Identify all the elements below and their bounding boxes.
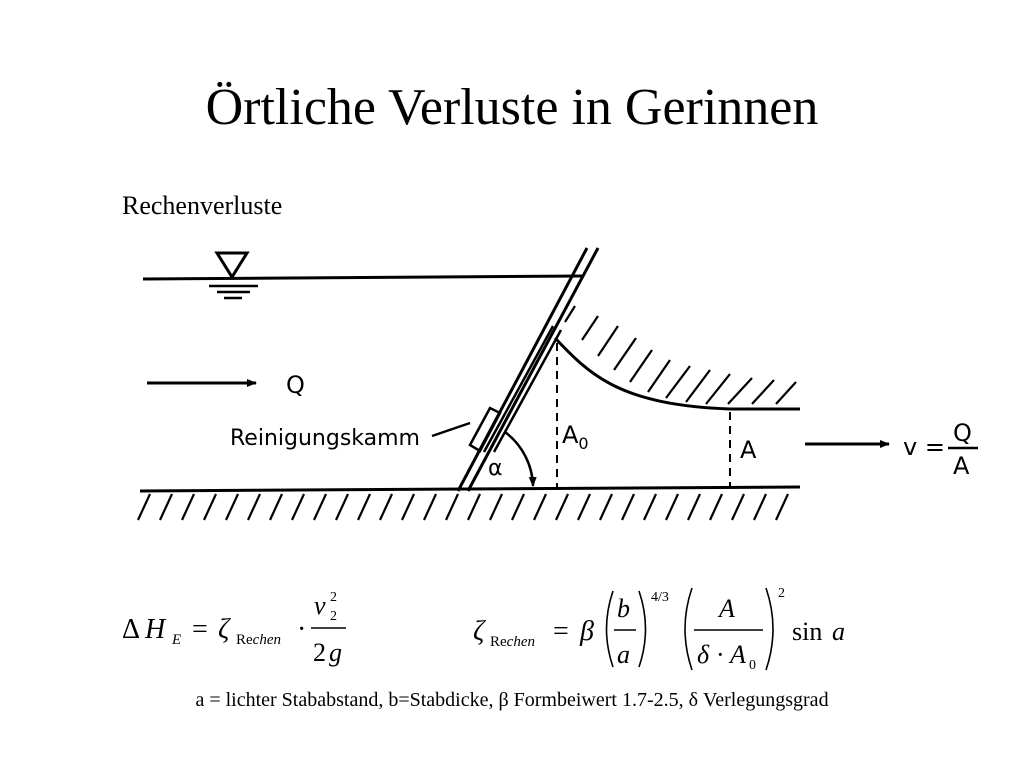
f2-sin-arg: a [832,617,845,646]
label-area0: $A_0$ [562,421,589,453]
f2-frac2-den-delta: δ [697,640,710,669]
f2-zeta: ζ [473,616,485,647]
f1-den-2: 2 [313,638,326,667]
f1-delta: Δ [122,614,141,645]
slide-title: Örtliche Verluste in Gerinnen [205,79,819,136]
label-comb: Reinigungskamm [230,426,420,451]
f2-frac2-den-dot: · [716,640,725,669]
f1-den-g: g [329,638,342,667]
f2-frac2-den-sub: 0 [749,658,756,673]
f1-H: H [145,614,166,645]
f1-num-sub: 2 [330,609,337,624]
f2-paren-left [685,588,692,670]
f2-frac1-den: a [617,640,630,669]
f1-dot: · [297,614,307,645]
f2-paren-left [607,591,614,667]
slide-subtitle: Rechenverluste [122,191,283,220]
f1-zeta: ζ [218,614,230,645]
f2-equals: = [553,616,569,647]
f2-exp1: 4/3 [651,590,669,605]
f2-paren-right [766,588,773,670]
f1-num-v: v [314,591,326,620]
f2-sin: sin [792,617,823,646]
f2-paren-right [639,591,646,667]
variable-legend: a = lichter Stababstand, b=Stabdicke, β Formbeiwert 1.7-2.5, δ Verlegungsgrad [195,689,829,711]
f2-beta: β [580,616,594,647]
velocity-denominator: A [953,452,970,480]
f1-equals: = [192,614,208,645]
f2-frac2-num: A [719,594,735,623]
f1-num-sup: 2 [330,590,337,605]
f2-frac1-num: b [617,594,630,623]
f1-zeta-sub: Rechen [236,632,281,648]
f2-frac2-den-A: A [730,640,746,669]
label-flow: Q [286,371,305,399]
f2-exp2: 2 [778,586,785,601]
velocity-numerator: Q [953,419,972,447]
label-angle: α [488,456,503,481]
label-velocity: v = [903,433,945,461]
f1-H-sub: E [172,632,182,648]
f2-zeta-sub: Rechen [490,634,535,650]
label-area: A [740,436,757,464]
